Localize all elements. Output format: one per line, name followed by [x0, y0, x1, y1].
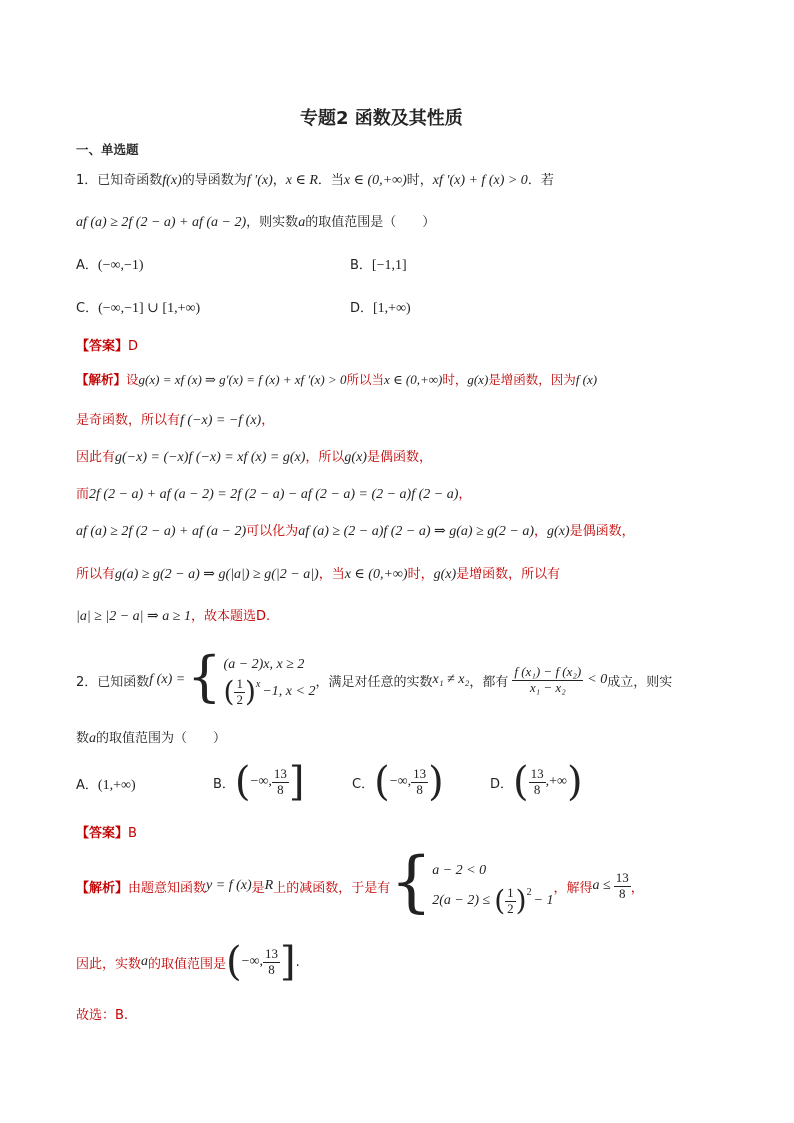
question-1-option-b[interactable]: B．[−1,1] [350, 258, 407, 273]
question-2-stem-line-1: 2． 已知函数 f (x) = { (a − 2)x, x ≥ 2 ( $\frac{1}{2}$ ) x −1, x < 2 ，满足对任意的实数 x₁ ≠ x₂ ，都有 $\frac{\text{f (x₁) − f (x₂)}}{\text{x₁ − x₂}}$ < 0 成立，则实 [76, 645, 673, 708]
question-1-analysis-line-6: 所以有g(a) ≥ g(2 − a) ⇒ g(|a|) ≥ g(|2 − a|)，当x ∈ (0,+∞)时，g(x)是增函数，所以有 [76, 567, 561, 582]
system-brace: { [390, 843, 433, 920]
question-2-answer: 【答案】B [76, 826, 137, 841]
question-2-analysis-line-2: 因此，实数 a 的取值范围是 ( −∞, $\frac{13}{8}$ ] . [76, 939, 300, 985]
condition-fraction: $\frac{\text{f (x₁) − f (x₂)}}{\text{x₁ − x₂}}$ [514, 663, 582, 695]
question-1-analysis-line-1: 【解析】设g(x) = xf (x) ⇒ g′(x) = f (x) + xf ′(x) > 0所以当x ∈ (0,+∞)时，g(x)是增函数，因为f (x) [76, 372, 598, 387]
question-2-conclusion: 故选：B. [76, 1008, 129, 1023]
piecewise-cases: (a − 2)x, x ≥ 2 ( $\frac{1}{2}$ ) x −1, x < 2 [223, 656, 316, 708]
question-1-analysis-line-3: 因此有g(−x) = (−x)f (−x) = xf (x) = g(x)，所以g(x)是偶函数， [76, 450, 432, 465]
section-heading: 一、单选题 [76, 142, 139, 157]
question-2-option-c[interactable]: C． ( −∞, $\frac{13}{8}$ ) [352, 759, 444, 805]
question-2-stem-line-2: 数a的取值范围为（ ） [76, 731, 227, 746]
question-1-option-d[interactable]: D．[1,+∞) [350, 301, 411, 316]
question-2-option-d[interactable]: D． ( $\frac{13}{8}$ ,+∞ ) [490, 759, 583, 805]
question-2-analysis-line-1: 【解析】 由题意知函数 y = f (x) 是 R 上的减函数，于是有 { a − 2 < 0 2(a − 2) ≤ ( $\frac{1}{2}$ ) 2 − 1 ，解得 a ≤ $\frac{13}{8}$ ， [76, 843, 644, 920]
question-1-analysis-line-2: 是奇函数，所以有f (−x) = −f (x)， [76, 413, 275, 428]
question-1-analysis-line-7: |a| ≥ |2 − a| ⇒ a ≥ 1，故本题选D. [76, 609, 271, 624]
question-1-option-a[interactable]: A．(−∞,−1) [76, 258, 144, 273]
question-2-option-a[interactable]: A．(1,+∞) [76, 778, 136, 793]
question-1-analysis-line-5: af (a) ≥ 2f (2 − a) + af (a − 2)可以化为af (a) ≥ (2 − a)f (2 − a) ⇒ g(a) ≥ g(2 − a)，g(x)是偶函数， [76, 524, 635, 539]
question-1-analysis-line-4: 而2f (2 − a) + af (a − 2) = 2f (2 − a) − af (2 − a) = (2 − a)f (2 − a)， [76, 487, 472, 502]
question-1-answer: 【答案】D [76, 339, 139, 354]
inequality-system: a − 2 < 0 2(a − 2) ≤ ( $\frac{1}{2}$ ) 2 − 1 [432, 862, 554, 917]
page-title: 专题2 函数及其性质 [300, 108, 463, 129]
question-1-stem-line-1: 1．已知奇函数f(x)的导函数为f ′(x)，x ∈ R．当x ∈ (0,+∞)时，xf ′(x) + f (x) > 0．若 [76, 173, 554, 188]
question-1-option-c[interactable]: C．(−∞,−1] ∪ [1,+∞) [76, 301, 201, 316]
question-2-option-b[interactable]: B． ( −∞, $\frac{13}{8}$ ] [213, 759, 305, 805]
question-1-stem-line-2: af (a) ≥ 2f (2 − a) + af (a − 2)，则实数a的取值范围是（ ） [76, 215, 436, 230]
piecewise-brace: { [187, 645, 222, 708]
